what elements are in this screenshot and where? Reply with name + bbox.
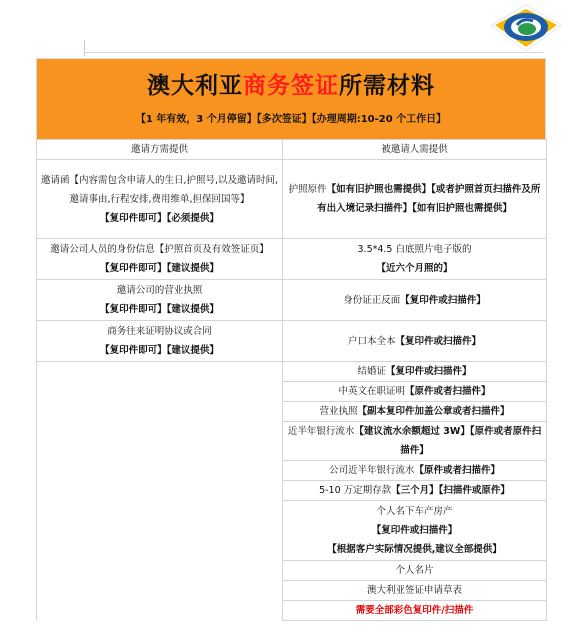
company-bank-text: 公司近半年银行流水 — [328, 465, 415, 476]
cell-passport — [283, 160, 547, 239]
table-row — [37, 601, 547, 621]
cell-license — [283, 402, 547, 422]
table-row — [37, 280, 547, 321]
passport-text: 护照原件 — [288, 184, 327, 195]
photo-text: 3.5*4.5 白底照片电子版的 — [357, 244, 472, 255]
company-logo-icon — [487, 3, 565, 53]
table-row — [37, 321, 547, 362]
deposit-text: 5-10 万定期存款 — [319, 485, 392, 496]
id-card-note: 【复印件或扫描件】 — [400, 294, 486, 306]
hukou-note: 【复印件或扫描件】 — [395, 335, 482, 347]
id-info-note: 【复印件即可】【建议提供】 — [100, 263, 219, 274]
cell-id-card — [283, 280, 547, 321]
photo-note: 【近六个月照的】 — [376, 263, 453, 274]
title-banner — [36, 58, 546, 139]
cell-business-card: 个人名片 — [283, 561, 547, 581]
table-row — [37, 362, 547, 382]
property-text: 个人名下车产房产 — [376, 506, 453, 517]
cell-id-info — [37, 239, 283, 280]
table-row — [37, 481, 547, 501]
cell-invite-letter — [37, 160, 283, 239]
cell-hukou — [283, 321, 547, 362]
empty-cell — [37, 481, 283, 501]
empty-cell — [37, 402, 283, 422]
business-license-note: 【复印件即可】【建议提供】 — [100, 304, 219, 315]
table-row — [37, 160, 547, 239]
contract-note: 【复印件即可】【建议提供】 — [100, 345, 219, 356]
hukou-text: 户口本全本 — [347, 335, 396, 347]
requirements-table — [36, 139, 547, 621]
empty-cell — [37, 422, 283, 461]
license-text: 营业执照 — [319, 406, 358, 417]
bank-statement-note: 【建议流水余额超过 3W】【原件或者原件扫描件】 — [354, 426, 542, 456]
cell-application-form: 澳大利亚签证申请草表 — [283, 581, 547, 601]
table-row — [37, 561, 547, 581]
cell-deposit — [283, 481, 547, 501]
invite-letter-note: 【复印件即可】【必须提供】 — [100, 212, 219, 224]
page-subtitle: 【1 年有效，3 个月停留】【多次签证】【办理周期:10-20 个工作日】 — [135, 114, 447, 125]
contract-text: 商务往来证明协议或合同 — [107, 326, 212, 337]
title-part1: 澳大利亚 — [147, 73, 243, 99]
empty-cell — [37, 501, 283, 561]
visa-document — [36, 58, 546, 621]
deposit-note: 【三个月】【扫描件或原件】 — [391, 485, 510, 496]
marriage-text: 结婚证 — [357, 366, 386, 377]
empty-cell — [37, 461, 283, 481]
table-row — [37, 461, 547, 481]
layout-guide-vertical — [84, 40, 85, 56]
employment-note: 【原件或者扫描件】 — [405, 386, 491, 397]
marriage-note: 【复印件或扫描件】 — [386, 366, 472, 377]
column-header-inviter: 邀请方需提供 — [37, 140, 283, 160]
passport-note: 【如有旧护照也需提供】【或者护照首页扫描件及所有出入境记录扫描件】【如有旧护照也需提供】 — [317, 184, 541, 214]
table-row — [37, 239, 547, 280]
cell-photo — [283, 239, 547, 280]
empty-cell — [37, 382, 283, 402]
license-note: 【副本复印件加盖公章或者扫描件】 — [357, 406, 510, 417]
layout-guide-horizontal — [84, 52, 544, 53]
table-row — [37, 402, 547, 422]
title-part3: 所需材料 — [339, 73, 435, 99]
empty-cell — [37, 561, 283, 581]
business-license-text: 邀请公司的营业执照 — [116, 285, 203, 296]
cell-contract — [37, 321, 283, 362]
title-highlight: 商务签证 — [243, 73, 339, 99]
id-card-text: 身份证正反面 — [343, 294, 401, 306]
company-bank-note: 【原件或者扫描件】 — [414, 465, 501, 476]
table-row — [37, 422, 547, 461]
table-row — [37, 501, 547, 561]
employment-text: 中英文在职证明 — [338, 386, 405, 397]
table-row — [37, 382, 547, 402]
cell-property — [283, 501, 547, 561]
empty-cell — [37, 601, 283, 621]
cell-company-bank — [283, 461, 547, 481]
cell-color-copy-note: 需要全部彩色复印件/扫描件 — [283, 601, 547, 621]
table-row — [37, 581, 547, 601]
column-header-invitee: 被邀请人需提供 — [283, 140, 547, 160]
cell-employment — [283, 382, 547, 402]
bank-statement-text: 近半年银行流水 — [287, 426, 355, 437]
cell-business-license — [37, 280, 283, 321]
table-header-row — [37, 140, 547, 160]
page-title — [37, 59, 545, 100]
empty-cell — [37, 581, 283, 601]
property-note-1: 【复印件或扫描件】 — [371, 525, 458, 536]
cell-marriage — [283, 362, 547, 382]
id-info-text: 邀请公司人员的身份信息【护照首页及有效签证页】 — [50, 244, 269, 255]
empty-cell — [37, 362, 283, 382]
property-note-2: 【根据客户实际情况提供,建议全部提供】 — [327, 544, 502, 555]
invite-letter-text: 邀请函【内容需包含申请人的生日,护照号,以及邀请时间,邀请事由,行程安排,费用维单,担保回国等】 — [40, 174, 279, 205]
cell-bank-statement — [283, 422, 547, 461]
